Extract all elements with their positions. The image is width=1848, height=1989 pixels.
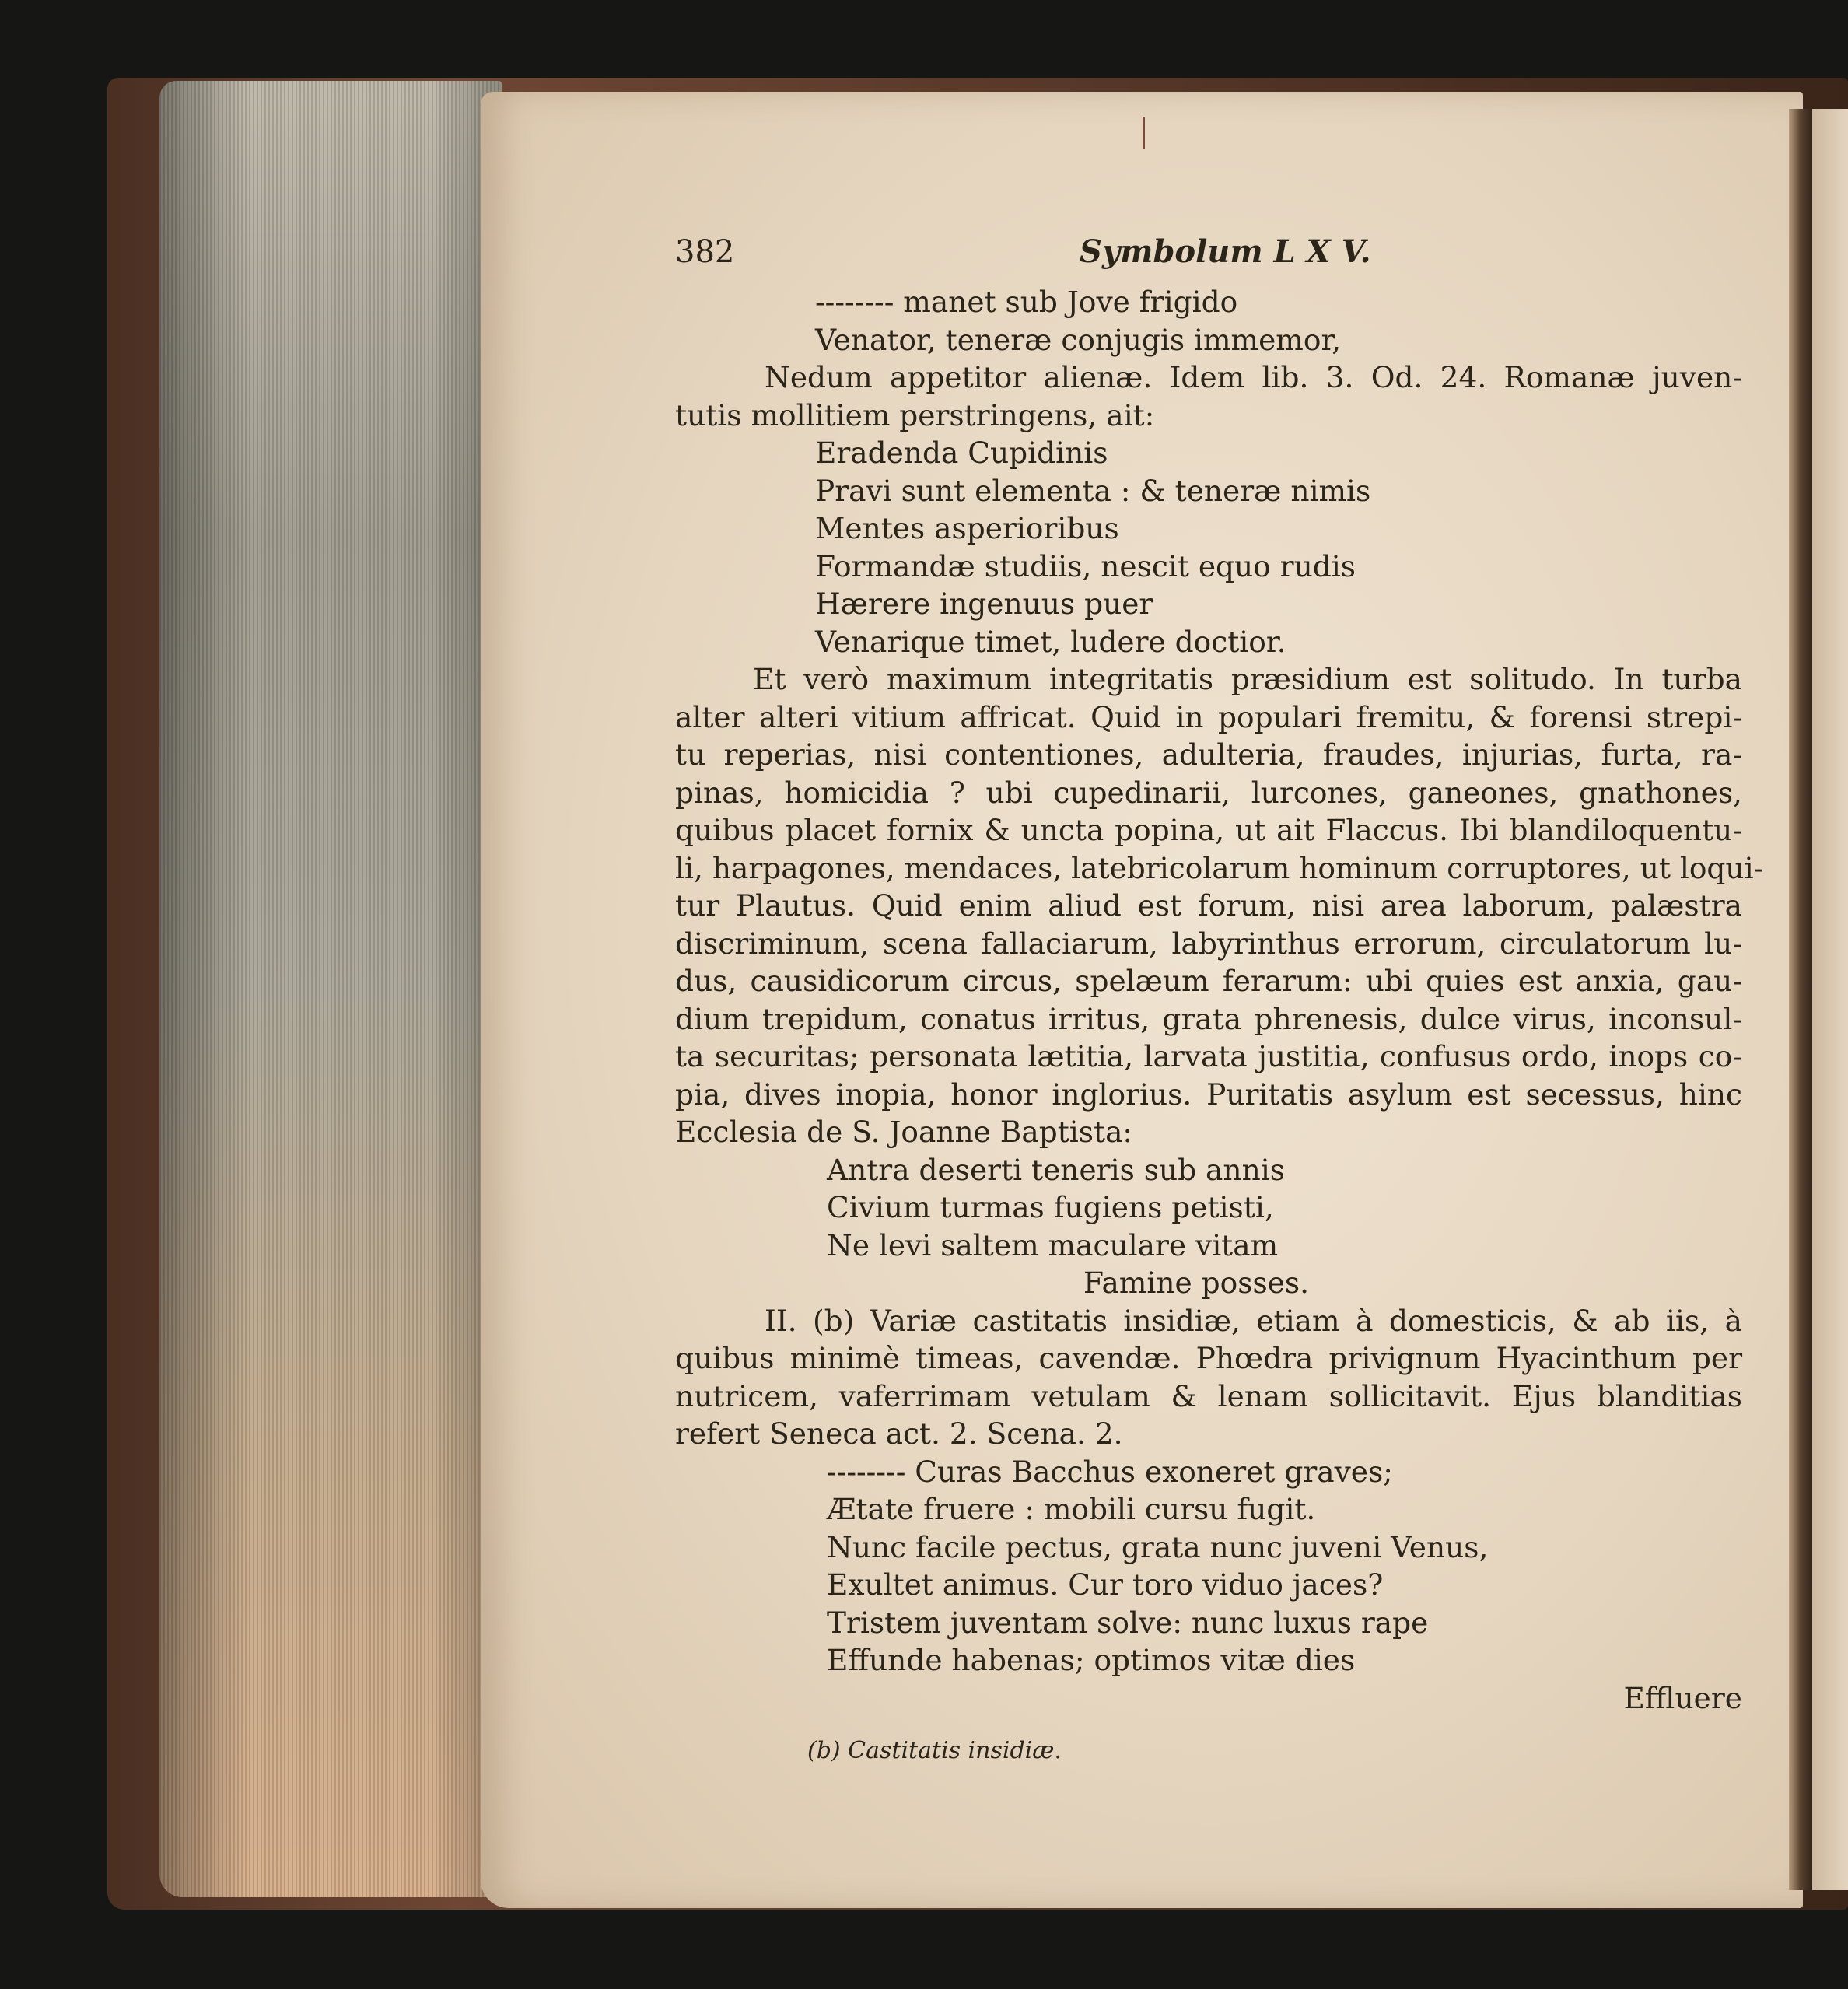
running-head	[675, 233, 1742, 283]
verse-line: Ne levi saltem maculare vitam	[827, 1227, 1279, 1262]
facing-page-edge	[1812, 109, 1848, 1890]
verse-line: Venarique timet, ludere doctior.	[815, 624, 1286, 659]
text-line: dus, causidicorum circus, spelæum ferarum: ubi quies est anxia, gau-	[675, 964, 1742, 998]
verse-line: Formandæ studiis, nescit equo rudis	[815, 548, 1356, 583]
footnote: (b) Castitatis insidiæ.	[807, 1737, 1062, 1764]
text-line: discriminum, scena fallaciarum, labyrinthus errorum, circulatorum lu-	[675, 926, 1742, 961]
book-gutter	[1789, 109, 1814, 1890]
verse-line: Civium turmas fugiens petisti,	[827, 1190, 1274, 1224]
page-edges	[159, 81, 502, 1897]
verse-line: Antra deserti teneris sub annis	[827, 1152, 1285, 1187]
verse-line: Nunc facile pectus, grata nunc juveni Venus,	[827, 1529, 1489, 1564]
verse-line: Tristem juventam solve: nunc luxus rape	[827, 1605, 1429, 1640]
text-line: quibus minimè timeas, cavendæ. Phœdra privignum Hyacinthum per	[675, 1341, 1742, 1375]
verse-line: -------- Curas Bacchus exoneret graves;	[827, 1454, 1393, 1489]
verse-line: Pravi sunt elementa : & teneræ nimis	[815, 473, 1371, 508]
text-line: Nedum appetitor alienæ. Idem lib. 3. Od. 24. Romanæ juven-	[765, 360, 1742, 394]
text-line: II. (b) Variæ castitatis insidiæ, etiam à domesticis, & ab iis, à	[765, 1303, 1742, 1338]
text-line: li, harpagones, mendaces, latebricolarum hominum corruptores, ut loqui-	[675, 850, 1764, 885]
page-mark	[1143, 117, 1145, 149]
catchword: Effluere	[1623, 1680, 1742, 1715]
text-line: tutis mollitiem perstringens, ait:	[675, 397, 1155, 432]
text-line: dium trepidum, conatus irritus, grata phrenesis, dulce virus, inconsul-	[675, 1001, 1742, 1036]
verse-line: -------- manet sub Jove frigido	[815, 285, 1238, 319]
text-line: quibus placet fornix & uncta popina, ut ait Flaccus. Ibi blandiloquentu-	[675, 813, 1742, 847]
verse-line: Eradenda Cupidinis	[815, 436, 1108, 470]
text-line: refert Seneca act. 2. Scena. 2.	[675, 1416, 1123, 1451]
verse-line: Mentes asperioribus	[815, 511, 1119, 545]
text-line: ta securitas; personata lætitia, larvata justitia, confusus ordo, inops co-	[675, 1039, 1742, 1073]
verse-line: Famine posses.	[1083, 1266, 1310, 1300]
text-line: tu reperias, nisi contentiones, adulteria, fraudes, injurias, furta, ra-	[675, 737, 1742, 772]
text-line: nutricem, vaferrimam vetulam & lenam sollicitavit. Ejus blanditias	[675, 1378, 1742, 1413]
verse-line: Effunde habenas; optimos vitæ dies	[827, 1643, 1356, 1677]
page-text	[675, 233, 1764, 1767]
page-number: 382	[675, 234, 735, 270]
text-line: pia, dives inopia, honor inglorius. Puritatis asylum est secessus, hinc	[675, 1077, 1742, 1112]
verse-line: Hærere ingenuus puer	[815, 587, 1153, 621]
text-line: Et verò maximum integritatis præsidium est solitudo. In turba	[753, 662, 1742, 696]
text-line: alter alteri vitium affricat. Quid in populari fremitu, & forensi strepi-	[675, 699, 1742, 734]
text-line: pinas, homicidia ? ubi cupedinarii, lurcones, ganeones, gnathones,	[675, 775, 1742, 810]
verse-line: Exultet animus. Cur toro viduo jaces?	[827, 1567, 1384, 1602]
running-title: Symbolum L X V.	[1080, 233, 1371, 270]
text-line: tur Plautus. Quid enim aliud est forum, nisi area laborum, palæstra	[675, 888, 1742, 923]
verse-line: Venator, teneræ conjugis immemor,	[815, 322, 1342, 357]
text-line: Ecclesia de S. Joanne Baptista:	[675, 1115, 1133, 1149]
verse-line: Ætate fruere : mobili cursu fugit.	[827, 1492, 1316, 1526]
